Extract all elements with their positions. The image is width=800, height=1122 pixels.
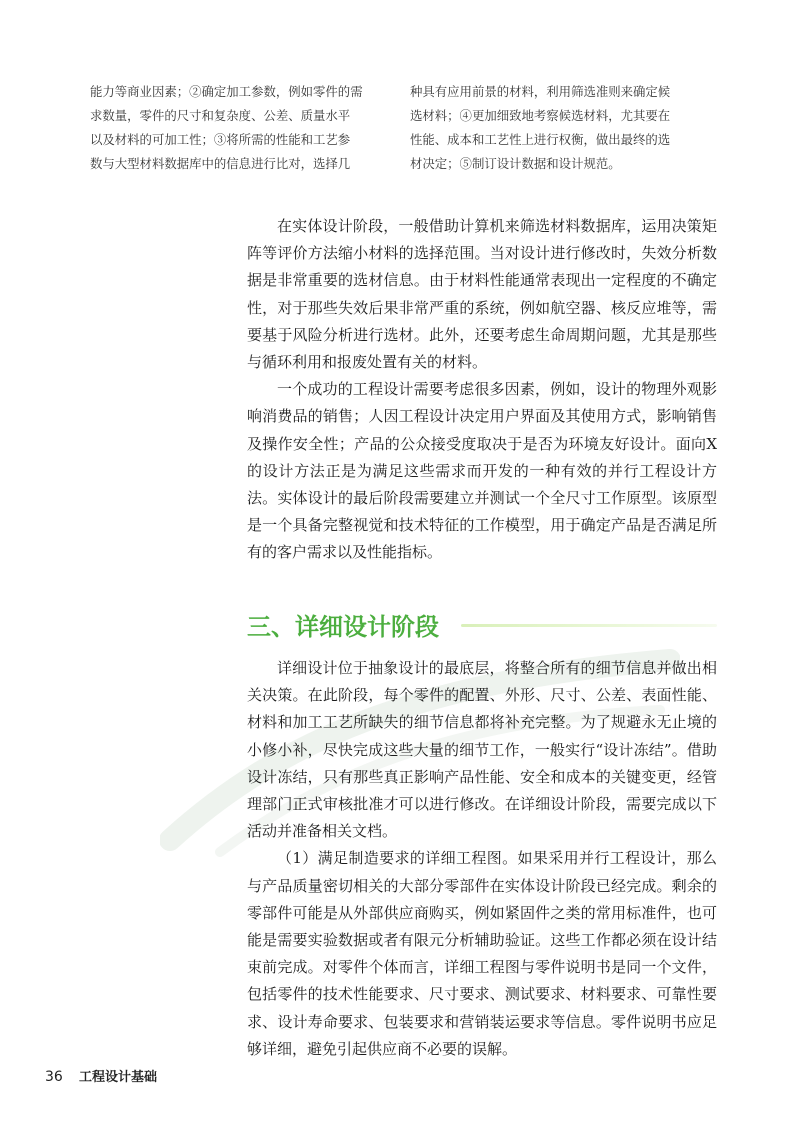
top-note-line: 材决定；⑤制订设计数据和设计规范。 [410, 156, 621, 171]
body-upper [247, 213, 717, 567]
top-notes-left-column [90, 80, 400, 176]
top-note-line: 以及材料的可加工性；③将所需的性能和工艺参 [90, 132, 351, 147]
top-note-line: 选材料；④更加细致地考察候选材料，尤其要在 [410, 108, 671, 123]
body-paragraph: 一个成功的工程设计需要考虑很多因素，例如，设计的物理外观影响消费品的销售；人因工程设计决定用户界面及其使用方式，影响销售及操作安全性；产品的公众接受度取决于是否为环境友好设计。面向X的设计方法正是为满足这些需求而开发的一种有效的并行工程设计方法。实体设计的最后阶段需要建立并测试一个全尺寸工作原型。该原型是一个具备完整视觉和技术特征的工作模型，用于确定产品是否满足所有的客户需求以及性能指标。 [247, 380, 717, 562]
body-paragraph: 在实体设计阶段，一般借助计算机来筛选材料数据库，运用决策矩阵等评价方法缩小材料的选择范围。当对设计进行修改时，失效分析数据是非常重要的选材信息。由于材料性能通常表现出一定程度的不确定性，对于那些失效后果非常严重的系统，例如航空器、核反应堆等，需要基于风险分析进行选材。此外，还要考虑生命周期问题，尤其是那些与循环利用和报废处置有关的材料。 [247, 217, 717, 372]
book-title: 工程设计基础 [78, 1070, 157, 1085]
heading-rule [461, 624, 717, 627]
page-number: 36 [45, 1069, 63, 1085]
top-notes-right-column [410, 80, 720, 176]
body-lower [247, 655, 717, 1063]
top-note-line: 性能、成本和工艺性上进行权衡，做出最终的选 [410, 132, 671, 147]
section-heading [247, 600, 717, 648]
section-title: 三、详细设计阶段 [247, 612, 439, 641]
top-note-line: 能力等商业因素；②确定加工参数，例如零件的需 [90, 84, 363, 99]
top-note-line: 数与大型材料数据库中的信息进行比对，选择几 [90, 156, 351, 171]
top-note-line: 种具有应用前景的材料，利用筛选准则来确定候 [410, 84, 671, 99]
body-paragraph: 详细设计位于抽象设计的最底层，将整合所有的细节信息并做出相关决策。在此阶段，每个零件的配置、外形、尺寸、公差、表面性能、材料和加工工艺所缺失的细节信息都将补充完整。为了规避永无止境的小修小补，尽快完成这些大量的细节工作，一般实行“设计冻结”。借助设计冻结，只有那些真正影响产品性能、安全和成本的关键变更，经管理部门正式审核批准才可以进行修改。在详细设计阶段，需要完成以下活动并准备相关文档。 [247, 659, 717, 841]
body-paragraph: （1）满足制造要求的详细工程图。如果采用并行工程设计，那么与产品质量密切相关的大部分零部件在实体设计阶段已经完成。剩余的零部件可能是从外部供应商购买，例如紧固件之类的常用标准件，也可能是需要实验数据或者有限元分析辅助验证。这些工作都必须在设计结束前完成。对零件个体而言，详细工程图与零件说明书是同一个文件，包括零件的技术性能要求、尺寸要求、测试要求、材料要求、可靠性要求、设计寿命要求、包装要求和营销装运要求等信息。零件说明书应足够详细，避免引起供应商不必要的误解。 [247, 849, 717, 1058]
page-footer [45, 1066, 157, 1085]
top-note-line: 求数量，零件的尺寸和复杂度、公差、质量水平 [90, 108, 351, 123]
